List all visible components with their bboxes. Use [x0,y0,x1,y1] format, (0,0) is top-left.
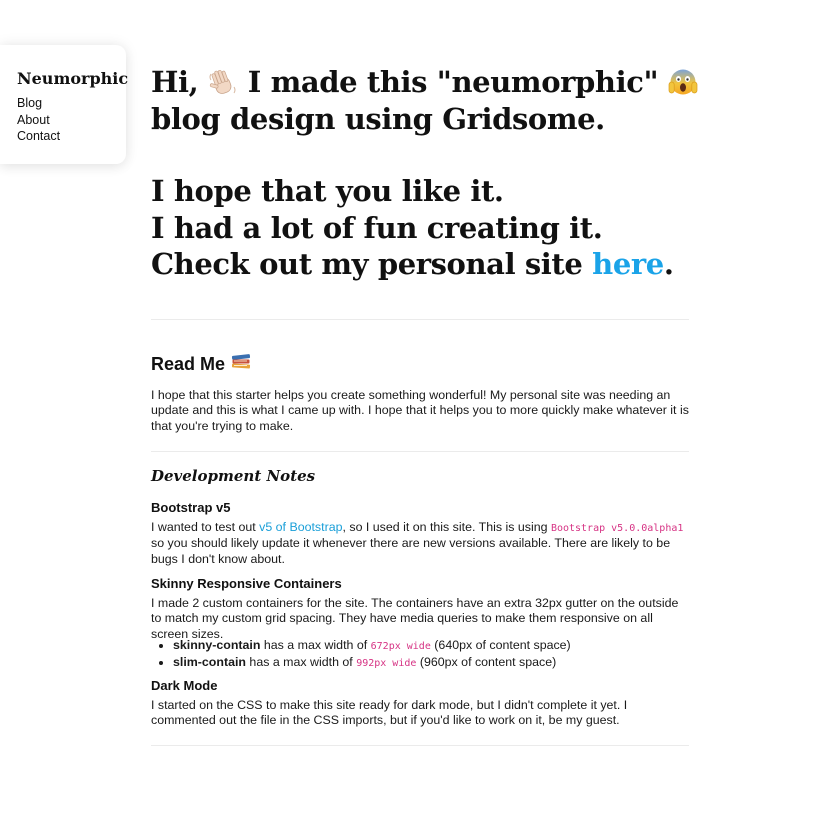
skinny-containers-subtitle: Skinny Responsive Containers [151,576,342,591]
width-code: 672px wide [370,641,431,652]
container-name: slim-contain [173,654,246,669]
divider [151,745,689,746]
readme-title-text: Read Me [151,354,226,374]
sidebar-nav [0,45,129,164]
readme-section-title [151,353,251,376]
bootstrap-v5-link[interactable]: v5 of Bootstrap [259,520,343,534]
hero-line2: blog design using Gridsome. [151,101,605,136]
bootstrap-version-code: Bootstrap v5.0.0alpha1 [550,523,684,534]
bootstrap-subtitle: Bootstrap v5 [151,500,231,515]
screaming-face-icon [668,67,698,97]
list-item-text: has a max width of [260,638,371,652]
main-content [151,64,689,283]
width-code: 992px wide [356,657,417,669]
hero-line1-start: Hi, [151,65,209,99]
container-name: skinny-contain [173,638,261,652]
readme-paragraph: I hope that this starter helps you create something wonderful! My personal site was needing an update and this is what I came up with. I hope that it helps you to more quickly make whatever it is that you're trying to make. [151,388,689,433]
list-item [173,655,693,672]
divider [151,319,689,320]
container-list [151,638,693,671]
books-icon [231,353,251,376]
personal-site-link[interactable]: here [592,247,664,281]
brand-logo-text[interactable]: Neumorphic [17,69,129,88]
list-item-text: has a max width of [245,654,357,669]
dark-mode-paragraph: I started on the CSS to make this site ready for dark mode, but I didn't complete it yet. I commented out the file in the CSS imports, but if you'd like to work on it, be my guest. [151,698,628,728]
dark-mode-subtitle: Dark Mode [151,678,218,693]
waving-hand-icon [208,67,238,97]
bootstrap-paragraph [151,520,691,567]
hero-line1-end: I made this "neumorphic" [238,65,668,99]
nav-link-blog[interactable]: Blog [17,96,43,110]
divider [151,451,689,452]
bootstrap-text-c: so you should likely update it whenever there are new versions available. There are likely to be bugs I don't know about. [151,536,671,566]
development-notes-title: Development Notes [151,467,316,485]
list-item [173,638,693,655]
bootstrap-text-a: I wanted to test out [151,520,260,534]
hero-heading [151,64,689,283]
nav-link-contact[interactable]: Contact [17,129,61,143]
hero-line4: I had a lot of fun creating it. [151,210,603,245]
hero-line5-period: . [663,247,674,281]
list-item-text: (640px of content space) [430,638,571,652]
nav-link-about[interactable]: About [17,112,50,127]
skinny-containers-paragraph: I made 2 custom containers for the site. The containers have an extra 32px gutter on the outside to match my custom grid spacing. They have media queries to make them responsive on all screen sizes. [151,596,679,641]
hero-line3: I hope that you like it. [151,174,504,208]
list-item-text: (960px of content space) [416,654,557,669]
bootstrap-text-b: , so I used it on this site. This is using [342,520,551,534]
hero-line5-text: Check out my personal site [151,247,593,281]
